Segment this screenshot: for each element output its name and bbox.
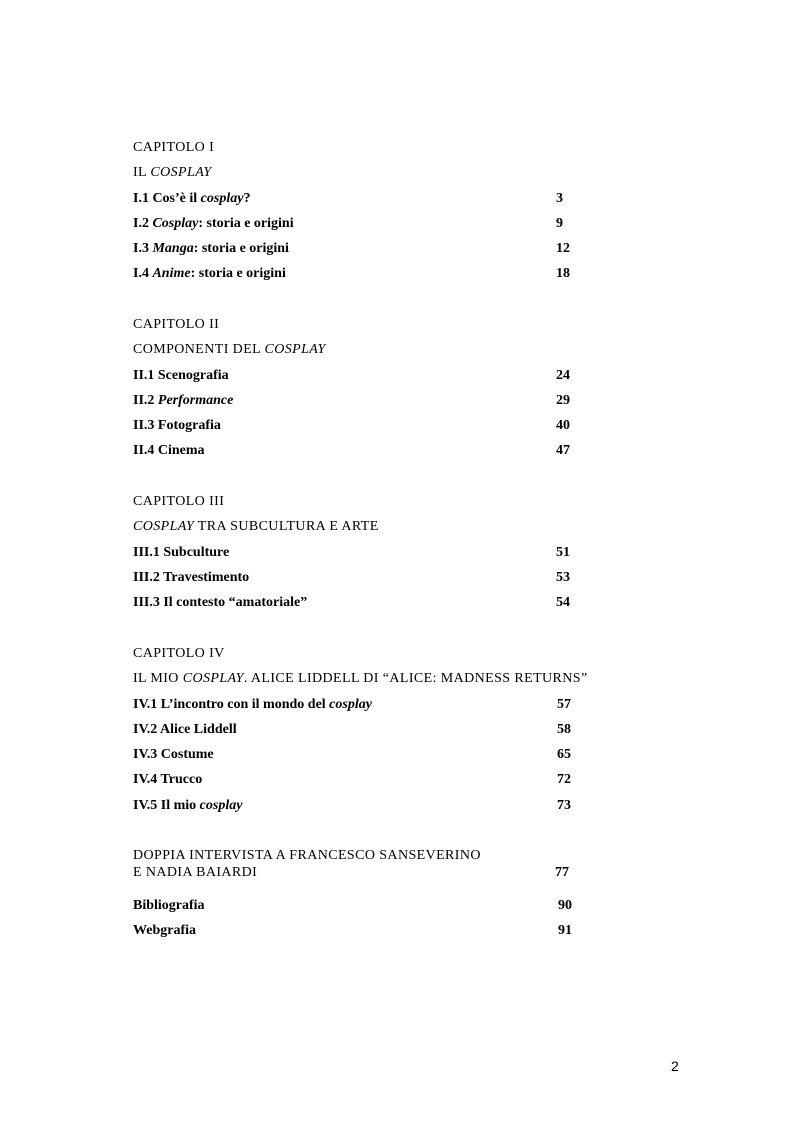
toc-entry-title[interactable]: I.4 Anime: storia e origini <box>133 266 286 281</box>
toc-entry-title[interactable]: II.2 Performance <box>133 393 234 408</box>
toc-entry-page: 9 <box>556 216 563 231</box>
toc-entry-page: 12 <box>556 241 570 256</box>
webography-page: 91 <box>558 923 572 938</box>
toc-entry-page: 65 <box>557 747 571 762</box>
chapter-1-title: IL COSPLAY <box>133 165 212 180</box>
interview-title-line-1[interactable]: DOPPIA INTERVISTA A FRANCESCO SANSEVERINO <box>133 848 481 863</box>
toc-entry-page: 53 <box>556 570 570 585</box>
toc-entry-title[interactable]: III.1 Subculture <box>133 545 230 560</box>
webography-entry[interactable]: Webgrafia <box>133 923 196 938</box>
interview-page: 77 <box>555 865 569 880</box>
chapter-3-title: COSPLAY TRA SUBCULTURA E ARTE <box>133 519 379 534</box>
chapter-3-label: CAPITOLO III <box>133 494 225 509</box>
toc-entry-page: 18 <box>556 266 570 281</box>
toc-entry-page: 73 <box>557 798 571 813</box>
toc-entry-title[interactable]: I.3 Manga: storia e origini <box>133 241 289 256</box>
chapter-1-label: CAPITOLO I <box>133 140 215 155</box>
toc-entry-page: 72 <box>557 772 571 787</box>
toc-entry-title[interactable]: IV.1 L’incontro con il mondo del cosplay <box>133 697 372 712</box>
toc-entry-page: 29 <box>556 393 570 408</box>
chapter-4-label: CAPITOLO IV <box>133 646 225 661</box>
chapter-4-title: IL MIO COSPLAY. ALICE LIDDELL DI “ALICE: MADNESS RETURNS” <box>133 671 588 686</box>
toc-entry-title[interactable]: III.3 Il contesto “amatoriale” <box>133 595 308 610</box>
toc-entry-title[interactable]: I.1 Cos’è il cosplay? <box>133 191 251 206</box>
toc-entry-title[interactable]: I.2 Cosplay: storia e origini <box>133 216 294 231</box>
toc-entry-page: 54 <box>556 595 570 610</box>
toc-entry-title[interactable]: III.2 Travestimento <box>133 570 250 585</box>
toc-entry-page: 40 <box>556 418 570 433</box>
chapter-2-label: CAPITOLO II <box>133 317 220 332</box>
toc-entry-title[interactable]: IV.2 Alice Liddell <box>133 722 237 737</box>
interview-title-line-2[interactable]: E NADIA BAIARDI <box>133 865 258 880</box>
toc-entry-page: 3 <box>556 191 563 206</box>
toc-entry-page: 24 <box>556 368 570 383</box>
toc-entry-page: 57 <box>557 697 571 712</box>
bibliography-page: 90 <box>558 898 572 913</box>
bibliography-entry[interactable]: Bibliografia <box>133 898 205 913</box>
toc-entry-page: 58 <box>557 722 571 737</box>
toc-entry-title[interactable]: IV.3 Costume <box>133 747 214 762</box>
chapter-2-title: COMPONENTI DEL COSPLAY <box>133 342 326 357</box>
toc-entry-page: 47 <box>556 443 570 458</box>
toc-entry-title[interactable]: II.1 Scenografia <box>133 368 229 383</box>
toc-entry-title[interactable]: II.4 Cinema <box>133 443 205 458</box>
toc-entry-title[interactable]: IV.4 Trucco <box>133 772 203 787</box>
page-number: 2 <box>671 1058 679 1074</box>
toc-entry-page: 51 <box>556 545 570 560</box>
toc-entry-title[interactable]: IV.5 Il mio cosplay <box>133 798 243 813</box>
toc-entry-title[interactable]: II.3 Fotografia <box>133 418 221 433</box>
